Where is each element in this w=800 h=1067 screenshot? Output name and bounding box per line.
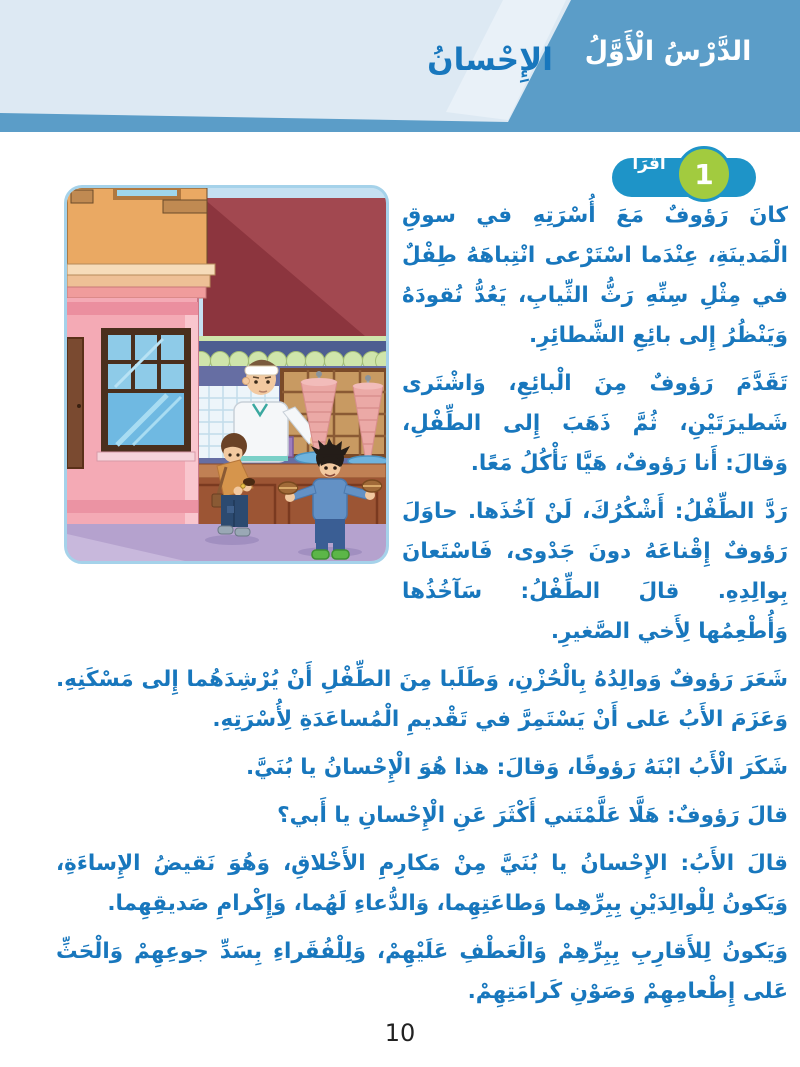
- page-title: الإِحْسانُ: [427, 42, 553, 78]
- story-paragraph: تَقَدَّمَ رَؤوفٌ مِنَ الْبائِعِ، وَاشْتَرى شَطيرَتَيْنِ، ثُمَّ ذَهَبَ إِلى الطِّفْلِ، وَقالَ: أَنا رَؤوفٌ، هَيَّا نَأْكُلُ مَعًا.: [402, 371, 788, 476]
- page-header: [0, 0, 800, 132]
- story-paragraph: شَكَرَ الْأَبُ ابْنَهُ رَؤوفًا، وَقالَ: هذا هُوَ الْإِحْسانُ يا بُنَيَّ.: [246, 755, 788, 780]
- story-paragraph: قالَ رَؤوفٌ: هَلَّا عَلَّمْتَني أَكْثَرَ عَنِ الْإِحْسانِ يا أَبي؟: [277, 803, 788, 828]
- shop-awning: [192, 336, 387, 371]
- left-buildings: [67, 188, 215, 526]
- story-paragraph: رَدَّ الطِّفْلُ: أَشْكُرُكَ، لَنْ آخُذَها. حاوَلَ رَؤوفٌ إِقْناعَهُ دونَ جَدْوى، فَاسْتَعانَ بِوالِدِهِ. قالَ الطِّفْلُ: سَآخُذُها وَأُطْعِمُها لِأَخي الصَّغيرِ.: [402, 499, 788, 644]
- shop-back-wall: [203, 198, 386, 348]
- story-paragraph: قالَ الأَبُ: الإِحْسانُ يا بُنَيَّ مِنْ مَكارِمِ الأَخْلاقِ، وَهُوَ نَقيضُ الإِساءَةِ، وَيَكونُ لِلْوالِدَيْنِ بِبِرِّهِما وَطاعَتِهِما، وَالدُّعاءِ لَهُما، وَإِكْرامِ صَديقِهِما.: [56, 851, 788, 916]
- story-paragraph: كانَ رَؤوفٌ مَعَ أُسْرَتِهِ في سوقِ الْمَدينَةِ، عِنْدَما اسْتَرْعى انْتِباهَهُ طِفْلٌ في مِثْلِ سِنِّهِ رَثُّ الثِّيابِ، يَعُدُّ نُقودَهُ وَيَنْظُرُ إِلى بائِعِ الشَّطائِرِ.: [402, 203, 788, 348]
- story-content: [56, 146, 788, 1020]
- story-illustration: [67, 188, 386, 561]
- activity-number: 1: [694, 157, 714, 191]
- story-paragraph: وَيَكونُ لِلأَقارِبِ بِبِرِّهِمْ وَالْعَطْفِ عَلَيْهِمْ، وَلِلْفُقَراءِ بِسَدِّ جوعِهِمْ وَالْحَثِّ عَلى إِطْعامِهِمْ وَصَوْنِ كَرامَتِهِمْ.: [56, 939, 788, 1004]
- story-illustration-frame: [64, 185, 389, 564]
- lesson-number-label: الدَّرْسُ الْأَوَّلُ: [584, 36, 752, 67]
- page-number: 10: [384, 1019, 416, 1047]
- read-label: أَقْرَأُ: [632, 154, 666, 174]
- story-paragraph: شَعَرَ رَؤوفٌ وَوالِدُهُ بِالْحُزْنِ، وَطَلَبا مِنَ الطِّفْلِ أَنْ يُرْشِدَهُما إِلى مَسْكَنِهِ. وَعَزَمَ الأَبُ عَلى أَنْ يَسْتَمِرَّ في تَقْديمِ الْمُساعَدَةِ لِأُسْرَتِهِ.: [56, 667, 788, 732]
